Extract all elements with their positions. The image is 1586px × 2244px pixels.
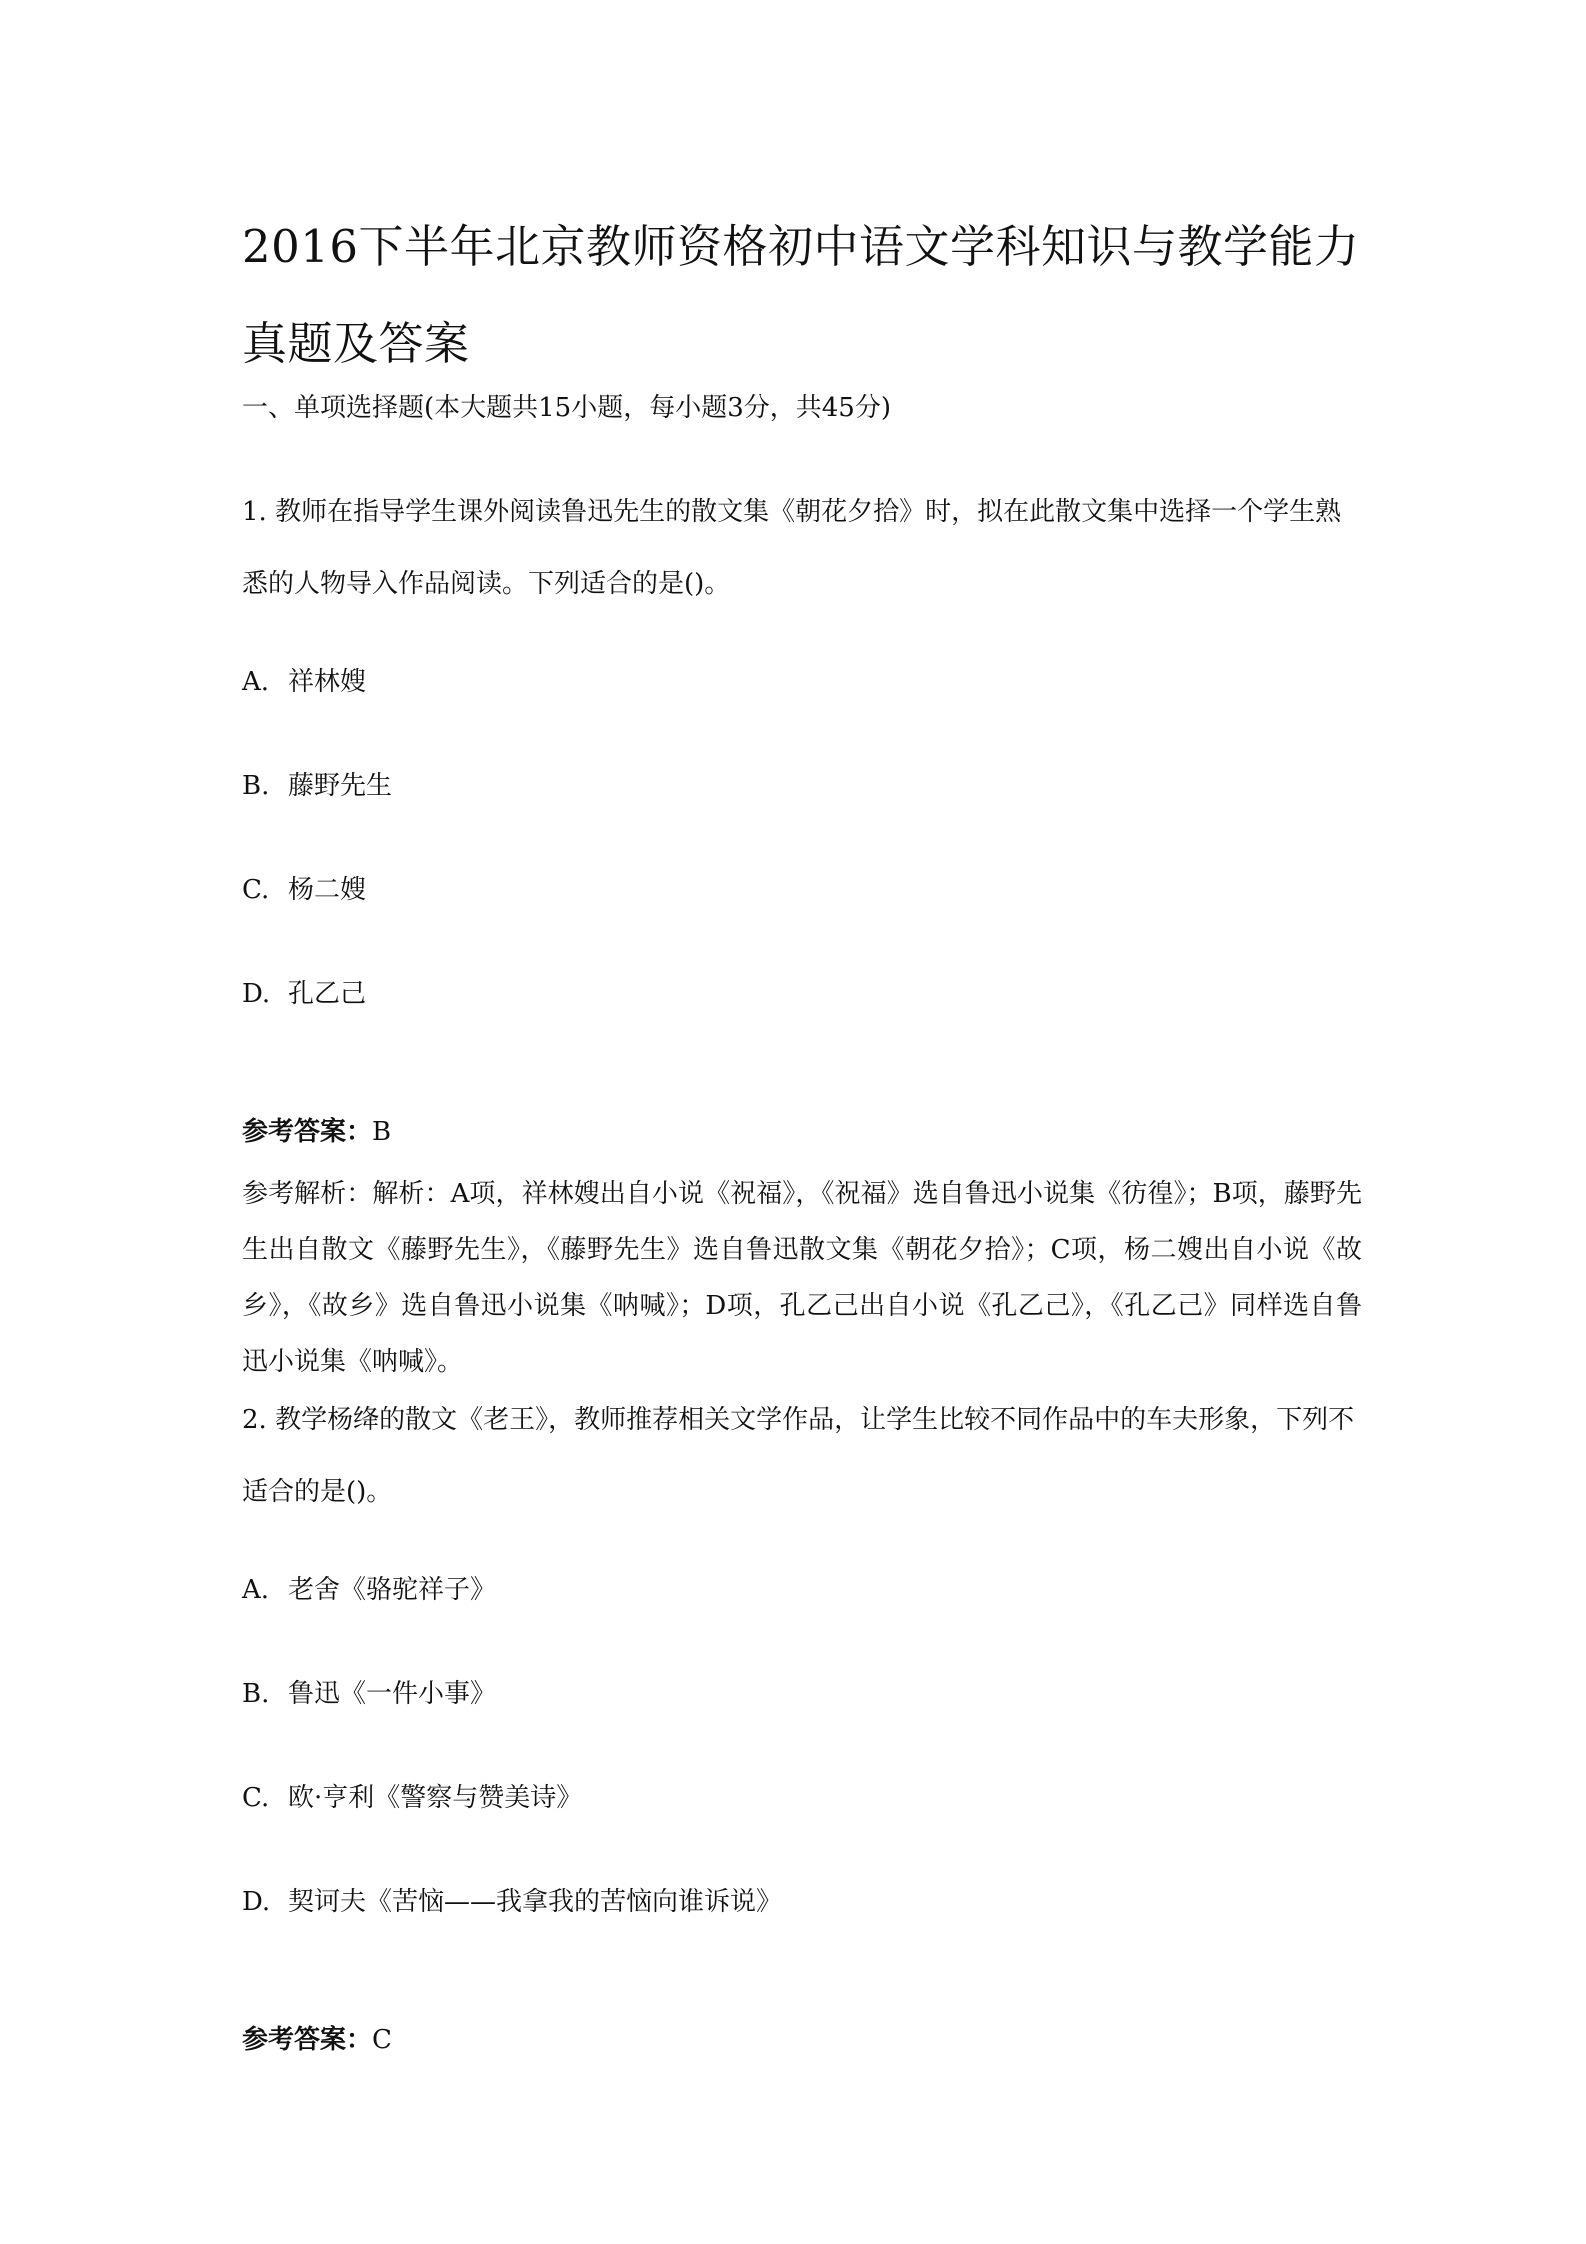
option-letter: C.	[242, 1783, 270, 1813]
section-heading: 一、单项选择题(本大题共15小题，每小题3分，共45分)	[242, 393, 891, 423]
option-letter: D.	[242, 979, 271, 1009]
question-2-option-d	[242, 1878, 782, 1926]
option-text: 老舍《骆驼祥子》	[288, 1575, 497, 1605]
question-2-stem: 2. 教学杨绛的散文《老王》，教师推荐相关文学作品，让学生比较不同作品中的车夫形象，下列不适合的是()。	[242, 1405, 1355, 1507]
option-text: 契诃夫《苦恼——我拿我的苦恼向谁诉说》	[288, 1887, 783, 1917]
answer-value: C	[372, 2025, 392, 2055]
option-text: 孔乙己	[288, 979, 367, 1009]
question-2-answer	[242, 2016, 392, 2064]
option-letter: B.	[242, 771, 270, 801]
option-text: 杨二嫂	[288, 875, 367, 905]
option-letter: B.	[242, 1679, 270, 1709]
option-letter: C.	[242, 875, 270, 905]
option-text: 欧·亨利《警察与赞美诗》	[288, 1783, 583, 1813]
question-1-analysis: 参考解析：解析：A项，祥林嫂出自小说《祝福》，《祝福》选自鲁迅小说集《彷徨》；B项，藤野先生出自散文《藤野先生》，《藤野先生》选自鲁迅散文集《朝花夕拾》；C项，杨二嫂出自小说《故乡》，《故乡》选自鲁迅小说集《呐喊》；D项，孔乙己出自小说《孔乙己》，《孔乙己》同样选自鲁迅小说集《呐喊》。	[242, 1179, 1362, 1377]
question-2-option-c	[242, 1774, 582, 1822]
answer-label: 参考答案：	[242, 1117, 373, 1147]
question-1-option-c	[242, 866, 366, 914]
option-letter: A.	[242, 1575, 270, 1605]
question-2-option-b	[242, 1670, 496, 1718]
option-text: 鲁迅《一件小事》	[288, 1679, 497, 1709]
option-letter: A.	[242, 667, 270, 697]
question-1-answer	[242, 1108, 391, 1156]
question-1-stem: 1. 教师在指导学生课外阅读鲁迅先生的散文集《朝花夕拾》时，拟在此散文集中选择一个学生熟悉的人物导入作品阅读。下列适合的是()。	[242, 497, 1342, 599]
question-1-option-a	[242, 658, 366, 706]
answer-value: B	[372, 1117, 392, 1147]
question-1-option-b	[242, 762, 392, 810]
question-1-option-d	[242, 970, 366, 1018]
option-text: 藤野先生	[288, 771, 393, 801]
document-title: 2016下半年北京教师资格初中语文学科知识与教学能力真题及答案	[242, 220, 1360, 370]
option-text: 祥林嫂	[288, 667, 367, 697]
option-letter: D.	[242, 1887, 271, 1917]
answer-label: 参考答案：	[242, 2025, 373, 2055]
question-2-option-a	[242, 1566, 496, 1614]
